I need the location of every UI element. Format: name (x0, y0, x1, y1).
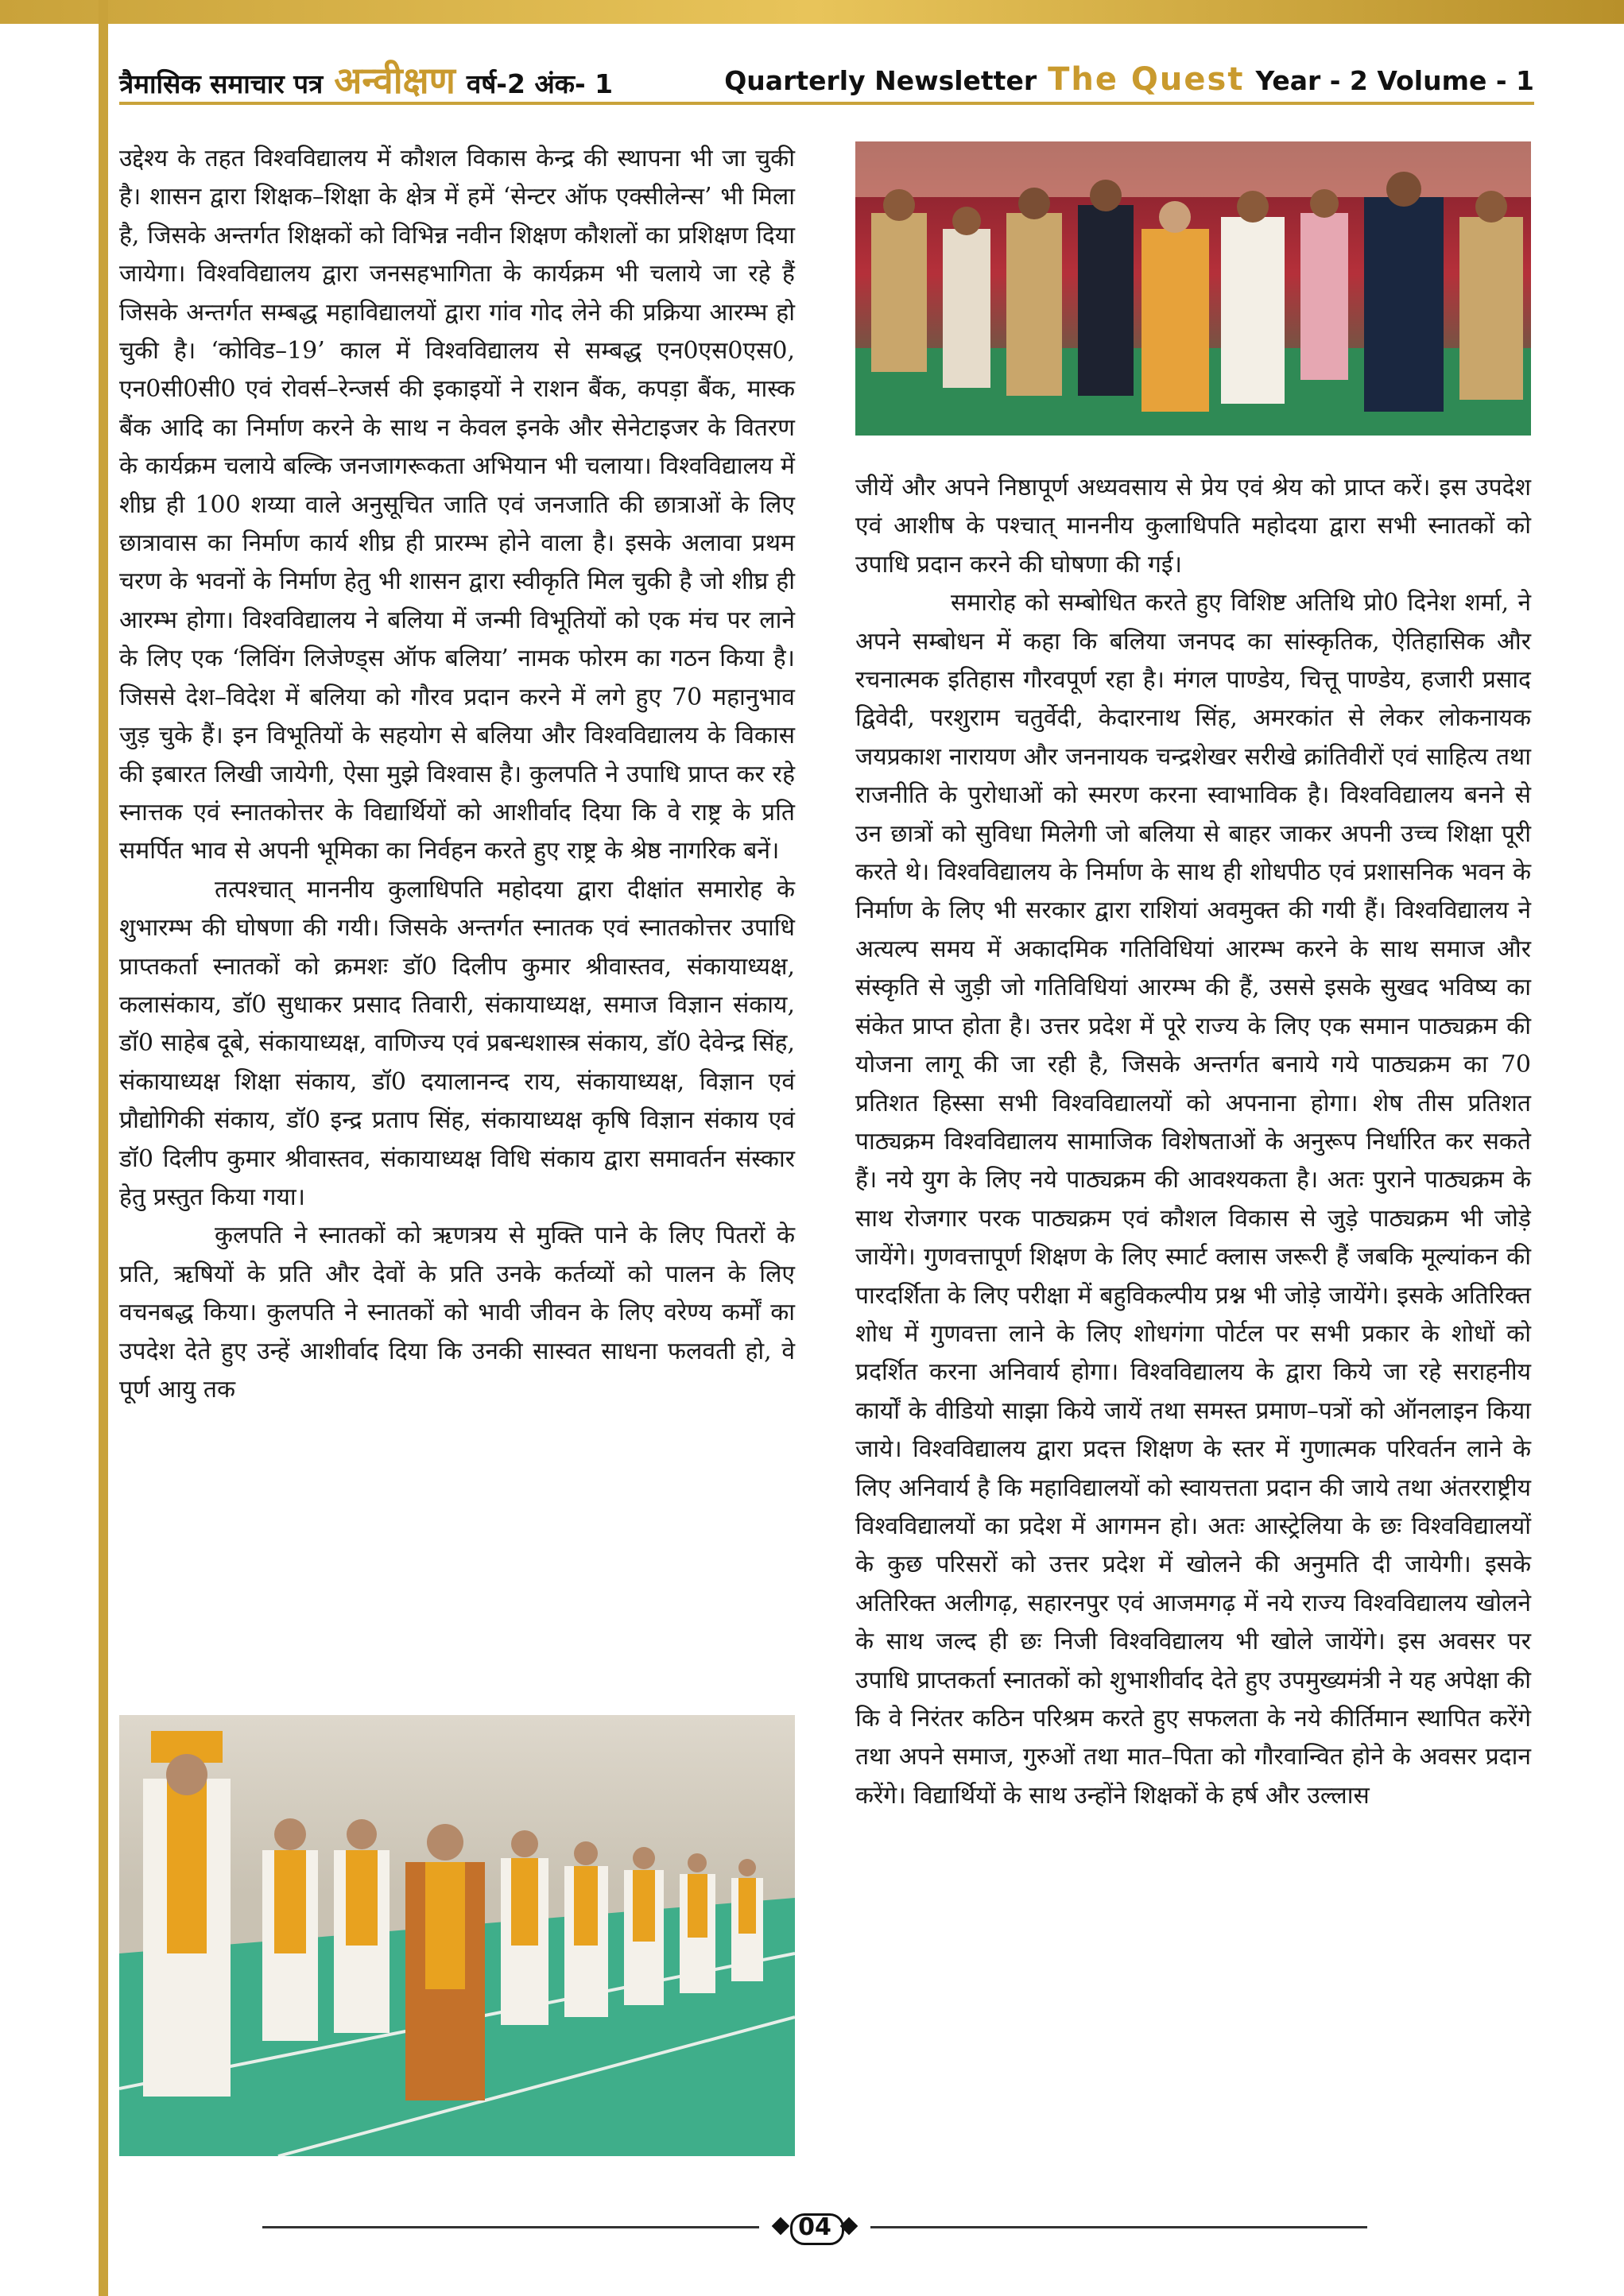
page-footer (262, 2211, 1367, 2243)
left-column (119, 140, 795, 1409)
top-gold-bar (0, 0, 1624, 24)
header-hindi (119, 55, 613, 104)
left-paragraph-1: उद्देश्य के तहत विश्वविद्यालय में कौशल विकास केन्द्र की स्थापना भी जा चुकी है। शासन द्वारा शिक्षक–शिक्षा के क्षेत्र में हमें ‘सेन्टर ऑफ एक्सीलेन्स’ भी मिला है, जिसके अन्तर्गत शिक्षकों को विभिन्न नवीन शिक्षण कौशलों का प्रशिक्षण दिया जायेगा। विश्वविद्यालय द्वारा जनसहभागिता के कार्यक्रम भी चलाये जा रहे हैं जिसके अन्तर्गत सम्बद्ध महाविद्यालयों द्वारा गांव गोद लेने की प्रक्रिया आरम्भ हो चुकी है। ‘कोविड–19’ काल में विश्वविद्यालय से सम्बद्ध एन0एस0एस0, एन0सी0सी0 एवं रोवर्स–रेन्जर्स की इकाइयों ने राशन बैंक, कपड़ा बैंक, मास्क बैंक आदि का निर्माण करने के साथ न केवल इनके और सेनेटाइजर के वितरण के कार्यक्रम चलाये बल्कि जनजागरूकता अभियान भी चलाया। विश्वविद्यालय में शीघ्र ही 100 शय्या वाले अनुसूचित जाति एवं जनजाति की छात्राओं के लिए छात्रावास का निर्माण कार्य शीघ्र ही प्रारम्भ होने वाला है। इसके अलावा प्रथम चरण के भवनों के निर्माण हेतु भी शासन द्वारा स्वीकृति मिल चुकी है जो शीघ्र ही आरम्भ होगा। विश्वविद्यालय ने बलिया में जन्मी विभूतियों को एक मंच पर लाने के लिए एक ‘लिविंग लिजेण्ड्स ऑफ बलिया’ नामक फोरम का गठन किया है। जिससे देश–विदेश में बलिया को गौरव प्रदान करने में लगे हुए 70 महानुभाव जुड़ चुके हैं। इन विभूतियों के सहयोग से बलिया और विश्वविद्यालय के विकास की इबारत लिखी जायेगी, ऐसा मुझे विश्वास है। कुलपति ने उपाधि प्राप्त कर रहे स्नात्तक एवं स्नातकोत्तर के विद्यार्थियों को आशीर्वाद दिया कि वे राष्ट्र के प्रति समर्पित भाव से अपनी भूमिका का निर्वहन करते हुए राष्ट्र के श्रेष्ठ नागरिक बनें। (119, 145, 795, 865)
procession-photo (855, 141, 1531, 436)
graduates-photo (119, 1715, 795, 2156)
footer-rule-left (262, 2226, 759, 2228)
header-hindi-name: अन्वीक्षण (334, 59, 455, 102)
header-hindi-suffix: वर्ष-2 अंक- 1 (466, 68, 614, 99)
right-paragraph-2: समारोह को सम्बोधित करते हुए विशिष्ट अतिथि प्रो0 दिनेश शर्मा, ने अपने सम्बोधन में कहा कि बलिया जनपद का सांस्कृतिक, ऐतिहासिक और रचनात्मक इतिहास गौरवपूर्ण रहा है। मंगल पाण्डेय, चित्तू पाण्डेय, हजारी प्रसाद द्विवेदी, परशुराम चतुर्वेदी, केदारनाथ सिंह, अमरकांत से लेकर लोकनायक जयप्रकाश नारायण और जननायक चन्द्रशेखर सरीखे क्रांतिवीरों एवं साहित्य तथा राजनीति के पुरोधाओं को स्मरण करना स्वाभाविक है। विश्वविद्यालय बनने से उन छात्रों को सुविधा मिलेगी जो बलिया से बाहर जाकर अपनी उच्च शिक्षा पूरी करते थे। विश्वविद्यालय के निर्माण के साथ ही शोधपीठ एवं प्रशासनिक भवन के निर्माण के लिए भी सरकार द्वारा राशियां अवमुक्त की गयी हैं। विश्वविद्यालय ने अत्यल्प समय में अकादमिक गतिविधियां आरम्भ करने के साथ समाज और संस्कृति से जुड़ी जो गतिविधियां आरम्भ की हैं, उससे इसके सुखद भविष्य का संकेत प्राप्त होता है। उत्तर प्रदेश में पूरे राज्य के लिए एक समान पाठ्यक्रम की योजना लागू की जा रही है, जिसके अन्तर्गत बनाये गये पाठ्यक्रम का 70 प्रतिशत हिस्सा सभी विश्वविद्यालयों को अपनाना होगा। शेष तीस प्रतिशत पाठ्यक्रम विश्वविद्यालय सामाजिक विशेषताओं के अनुरूप निर्धारित कर सकते हैं। नये युग के लिए नये पाठ्यक्रम की आवश्यकता है। अतः पुराने पाठ्यक्रम के साथ रोजगार परक पाठ्यक्रम एवं कौशल विकास से जुड़े पाठ्यक्रम भी जोड़े जायेंगे। गुणवत्तापूर्ण शिक्षण के लिए स्मार्ट क्लास जरूरी हैं जबकि मूल्यांकन की पारदर्शिता के लिए परीक्षा में बहुविकल्पीय प्रश्न भी जोड़े जायेंगे। इसके अतिरिक्त शोध में गुणवत्ता लाने के लिए शोधगंगा पोर्टल पर सभी प्रकार के शोधों को प्रदर्शित करना अनिवार्य होगा। विश्वविद्यालय के द्वारा किये जा रहे सराहनीय कार्यों के वीडियो साझा किये जायें तथा समस्त प्रमाण–पत्रों को ऑनलाइन किया जाये। विश्वविद्यालय द्वारा प्रदत्त शिक्षण के स्तर में गुणात्मक परिवर्तन लाने के लिए अनिवार्य है कि महाविद्यालयों को स्वायत्तता प्रदान की जाये तथा अंतरराष्ट्रीय विश्वविद्यालयों का प्रदेश में आगमन हो। अतः आस्ट्रेलिया के छः विश्वविद्यालयों के कुछ परिसरों को उत्तर प्रदेश में खोलने की अनुमति दी जायेगी। इसके अतिरिक्त अलीगढ़, सहारनपुर एवं आजमगढ़ में नये राज्य विश्वविद्यालय खोलने के साथ जल्द ही छः निजी विश्वविद्यालय भी खोले जायेंगे। इस अवसर पर उपाधि प्राप्तकर्ता स्नातकों को शुभाशीर्वाद देते हुए उपमुख्यमंत्री ने यह अपेक्षा की कि वे निरंतर कठिन परिश्रम करते हुए सफलता के नये कीर्तिमान स्थापित करेंगे तथा अपने समाज, गुरुओं तथा मात–पिता को गौरवान्वित होने के अवसर प्रदान करेंगे। विद्यार्थियों के साथ उन्होंने शिक्षकों के हर्ष और उल्लास (855, 589, 1531, 1810)
left-paragraph-3: कुलपति ने स्नातकों को ऋणत्रय से मुक्ति पाने के लिए पितरों के प्रति, ऋषियों के प्रति और देवों के प्रति उनके कर्तव्यों को पालन के लिए वचनबद्ध किया। कुलपति ने स्नातकों को भावी जीवन के लिए वरेण्य कर्मों का उपदेश देते हुए उन्हें आशीर्वाद दिया कि उनकी सास्वत साधना फलवती हो, वे पूर्ण आयु तक (119, 1222, 795, 1404)
footer-rule-right (870, 2226, 1367, 2228)
header-english-name: The Quest (1048, 61, 1245, 98)
footer-diamond-left-icon (772, 2217, 790, 2236)
header-rule (119, 102, 1534, 105)
header-english-suffix: Year - 2 Volume - 1 (1255, 65, 1534, 96)
page-number: 04 (798, 2213, 831, 2241)
newsletter-header (119, 57, 1534, 102)
left-gold-rule (99, 0, 108, 2296)
left-paragraph-2: तत्पश्चात् माननीय कुलाधिपति महोदया द्वारा दीक्षांत समारोह के शुभारम्भ की घोषणा की गयी। जिसके अन्तर्गत स्नातक एवं स्नातकोत्तर उपाधि प्राप्तकर्ता स्नातकों को क्रमशः डॉ0 दिलीप कुमार श्रीवास्तव, संकायाध्यक्ष, कलासंकाय, डॉ0 सुधाकर प्रसाद तिवारी, संकायाध्यक्ष, समाज विज्ञान संकाय, डॉ0 साहेब दूबे, संकायाध्यक्ष, वाणिज्य एवं प्रबन्धशास्त्र संकाय, डॉ0 देवेन्द्र सिंह, संकायाध्यक्ष शिक्षा संकाय, डॉ0 दयालानन्द राय, संकायाध्यक्ष, विज्ञान एवं प्रौद्योगिकी संकाय, डॉ0 इन्द्र प्रताप सिंह, संकायाध्यक्ष कृषि विज्ञान संकाय एवं डॉ0 दिलीप कुमार श्रीवास्तव, संकायाध्यक्ष विधि संकाय द्वारा समावर्तन संस्कार हेतु प्रस्तुत किया गया। (119, 875, 795, 1211)
header-english (724, 61, 1534, 98)
page-number-badge (773, 2211, 857, 2243)
header-hindi-prefix: त्रैमासिक समाचार पत्र (119, 68, 324, 99)
header-english-prefix: Quarterly Newsletter (724, 65, 1037, 96)
right-column (855, 469, 1531, 1815)
right-paragraph-1: जीयें और अपने निष्ठापूर्ण अध्यवसाय से प्रेय एवं श्रेय को प्राप्त करें। इस उपदेश एवं आशीष के पश्चात् माननीय कुलाधिपति महोदया द्वारा सभी स्नातकों को उपाधि प्रदान करने की घोषणा की गई। (855, 474, 1531, 579)
